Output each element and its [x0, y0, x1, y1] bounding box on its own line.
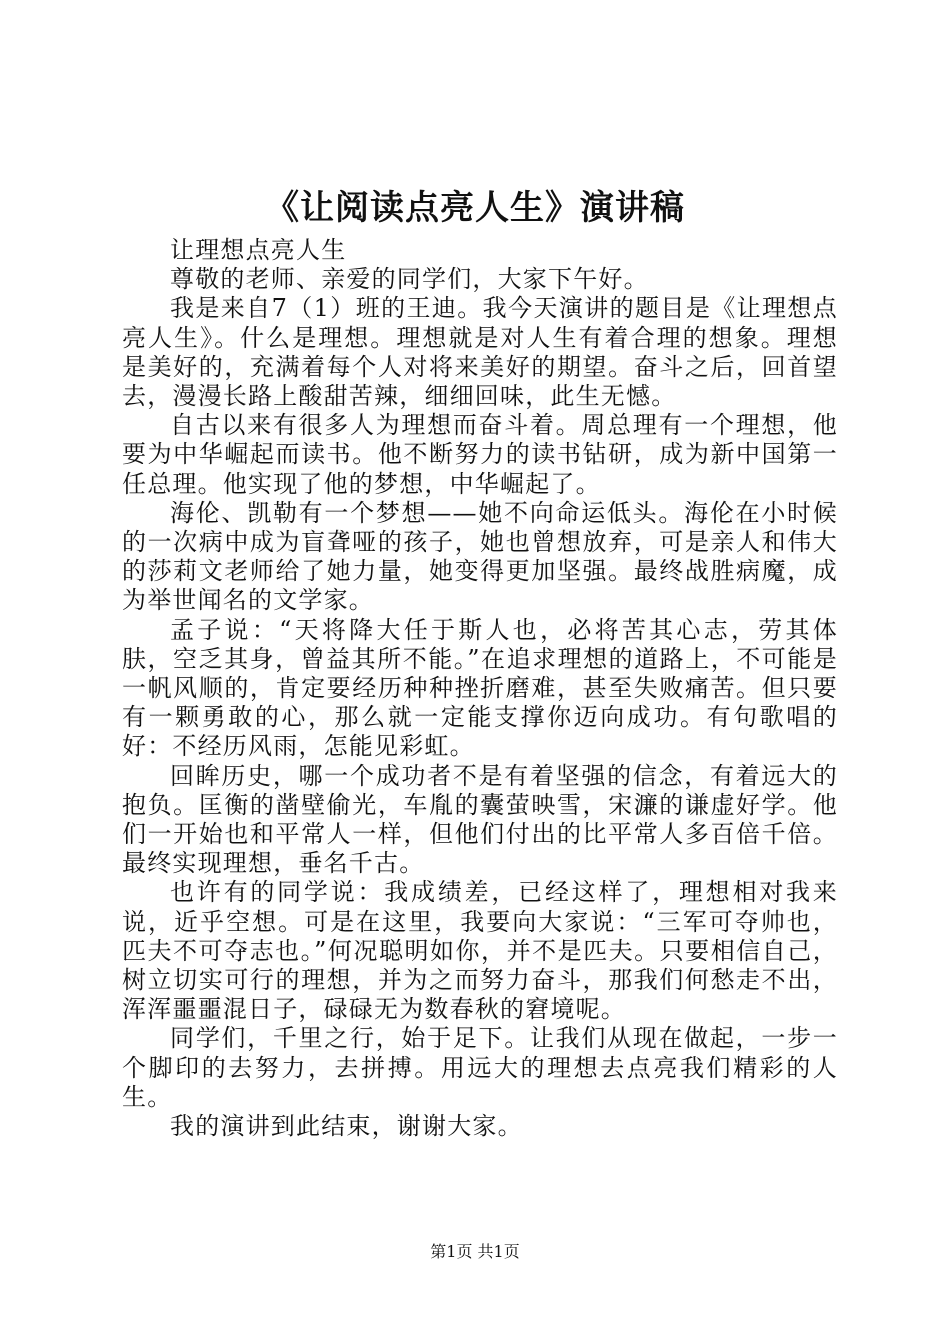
paragraph-history: 回眸历史，哪一个成功者不是有着坚强的信念，有着远大的抱负。匡衡的凿壁偷光，车胤的囊萤映雪，宋濂的谦虚好学。他们一开始也和平常人一样，但他们付出的比平常人多百倍千倍。最终实现理想，垂名千古。 — [122, 761, 838, 878]
paragraph-closing: 我的演讲到此结束，谢谢大家。 — [170, 1112, 523, 1141]
paragraph-zhou-example: 自古以来有很多人为理想而奋斗着。周总理有一个理想，他要为中华崛起而读书。他不断努力的读书钻研，成为新中国第一任总理。他实现了他的梦想，中华崛起了。 — [122, 411, 838, 498]
paragraph-helen-keller-example: 海伦、凯勒有一个梦想——她不向命运低头。海伦在小时候的一次病中成为盲聋哑的孩子，她也曾想放弃，可是亲人和伟大的莎莉文老师给了她力量，她变得更加坚强。最终战胜病魔，成为举世闻名的文学家。 — [122, 498, 838, 615]
paragraph-call-to-action: 同学们，千里之行，始于足下。让我们从现在做起，一步一个脚印的去努力，去拼搏。用远大的理想去点亮我们精彩的人生。 — [122, 1024, 838, 1111]
paragraph-greeting: 尊敬的老师、亲爱的同学们，大家下午好。 — [170, 265, 649, 294]
paragraph-introduction: 我是来自7（1）班的王迪。我今天演讲的题目是《让理想点亮人生》。什么是理想。理想就是对人生有着合理的想象。理想是美好的，充满着每个人对将来美好的期望。奋斗之后，回首望去，漫漫长路上酸甜苦辣，细细回味，此生无憾。 — [122, 294, 838, 411]
paragraph-encouragement: 也许有的同学说：我成绩差，已经这样了，理想相对我来说，近乎空想。可是在这里，我要向大家说：“三军可夺帅也，匹夫不可夺志也。”何况聪明如你，并不是匹夫。只要相信自己，树立切实可行的理想，并为之而努力奋斗，那我们何愁走不出，浑浑噩噩混日子，碌碌无为数春秋的窘境呢。 — [122, 878, 838, 1024]
page-footer: 第1页 共1页 — [430, 1242, 520, 1261]
paragraph-subtitle: 让理想点亮人生 — [170, 236, 347, 264]
document-body — [122, 236, 838, 1141]
document-title: 《让阅读点亮人生》演讲稿 — [265, 188, 685, 228]
paragraph-mencius-quote: 孟子说：“天将降大任于斯人也，必将苦其心志，劳其体肤，空乏其身，曾益其所不能。”在追求理想的道路上，不可能是一帆风顺的，肯定要经历种种挫折磨难，甚至失败痛苦。但只要有一颗勇敢的心，那么就一定能支撑你迈向成功。有句歌唱的好：不经历风雨，怎能见彩虹。 — [122, 615, 838, 761]
